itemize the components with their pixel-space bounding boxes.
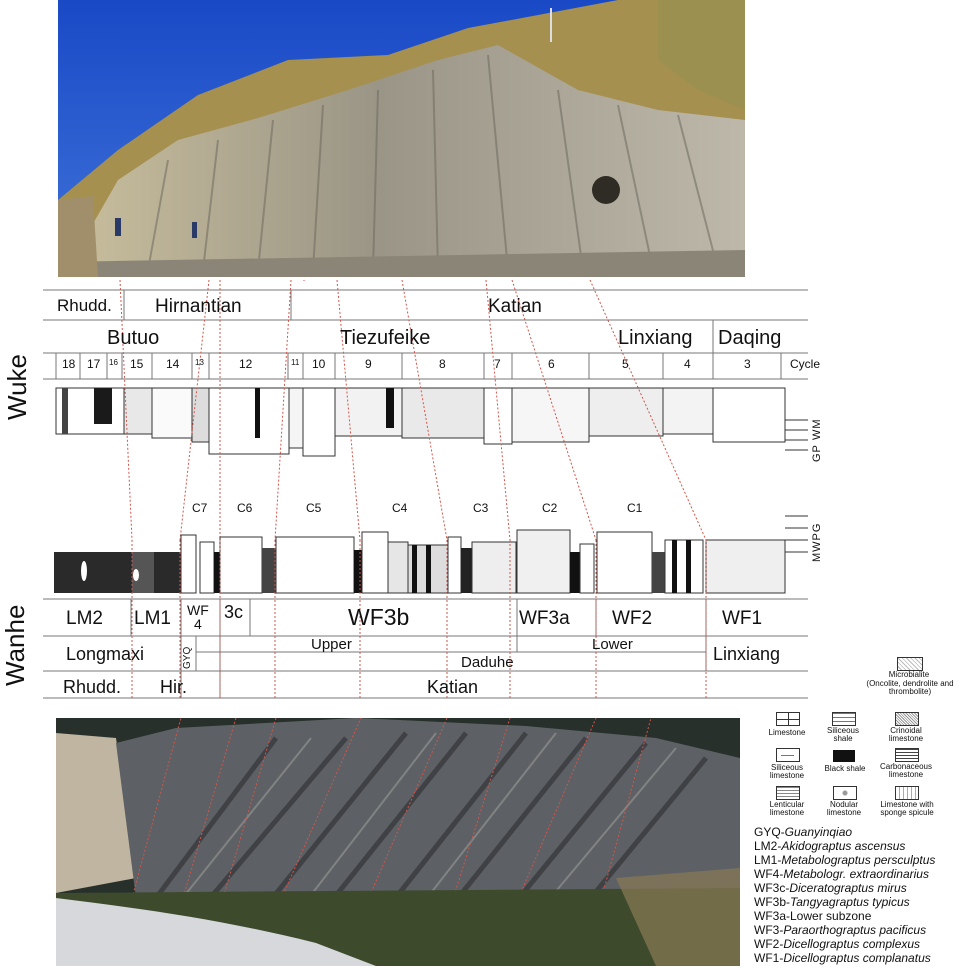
legend-swatch-siliceous-shale [832, 712, 856, 726]
legend-swatch-limestone [776, 712, 800, 726]
cycle-8: 8 [439, 357, 446, 371]
wanhe-cycle-c4: C4 [392, 501, 408, 515]
facies-g: G [811, 522, 823, 533]
wuke-section-label: Wuke [2, 354, 32, 420]
facies-w: W [811, 540, 823, 552]
wuke-stage-katian: Katian [488, 296, 542, 317]
cycle-16: 16 [109, 358, 118, 367]
zone-wf3b: WF3b [348, 604, 410, 630]
zone-note: LM1-Metabolograptus persculptus [754, 853, 936, 867]
cycle-6: 6 [548, 357, 555, 371]
legend-label-siliceous-shale: Siliceous shale [826, 726, 859, 744]
wuke-stage-rhuddanian: Rhudd. [57, 296, 112, 315]
legend-swatch-microbialite [897, 657, 923, 671]
wanhe-section-label: Wanhe [0, 604, 30, 686]
zone-note: LM2-Akidograptus ascensus [754, 839, 906, 853]
cycle-18: 18 [62, 357, 76, 371]
formation-linxiang: Linxiang [713, 644, 781, 664]
legend-label-limestone: Limestone [768, 728, 806, 737]
wanhe-cycle-c5: C5 [306, 501, 322, 515]
zone-note: WF3c-Diceratograptus mirus [754, 881, 907, 895]
formation-daduhe: Daduhe [461, 654, 514, 671]
legend-swatch-black-shale [833, 750, 855, 762]
cycle-14: 14 [166, 357, 180, 371]
cycle-15: 15 [130, 357, 144, 371]
legend-zone-notes [754, 825, 959, 965]
cycle-10: 10 [312, 357, 326, 371]
zone-wf1: WF1 [722, 608, 763, 629]
facies-m: M [811, 418, 823, 429]
legend-label-lenticular-limestone: Lenticular limestone [769, 800, 805, 818]
formation-gyq: GYQ [182, 646, 193, 669]
wanhe-facies-axis-label [812, 523, 823, 562]
zone-note: GYQ-Guanyinqiao [754, 825, 853, 839]
wanhe-lithology-column [54, 530, 785, 593]
cycle-12: 12 [239, 357, 253, 371]
zone-wf4-top: WF [187, 602, 209, 618]
legend-label-siliceous-limestone: Siliceous limestone [769, 763, 805, 781]
wuke-facies-axis-label [812, 418, 823, 462]
legend-microbialite-note: (Oncolite, dendrolite and thrombolite) [866, 679, 954, 697]
legend-swatch-crinoidal-limestone [895, 712, 919, 726]
wanhe-cycle-c1: C1 [627, 501, 643, 515]
cycle-11: 11 [291, 358, 300, 367]
facies-p: P [811, 532, 823, 541]
cycle-13: 13 [195, 358, 204, 367]
wanhe-stage-rhuddanian: Rhudd. [63, 677, 122, 697]
wuke-formation-linxiang: Linxiang [618, 327, 693, 349]
legend-label-crinoidal-limestone: Crinoidal limestone [888, 726, 924, 744]
legend-swatch-carbonaceous-limestone [895, 748, 919, 762]
cycle-3: 3 [744, 357, 751, 371]
wuke-stage-hirnantian: Hirnantian [155, 296, 242, 317]
facies-w: W [811, 428, 823, 441]
zone-wf4-bottom: 4 [194, 616, 202, 632]
legend-label-nodular-limestone: Nodular limestone [826, 800, 862, 818]
wanhe-cycle-c6: C6 [237, 501, 253, 515]
wuke-outcrop-photo [58, 0, 745, 277]
zone-note: WF3-Paraorthograptus pacificus [754, 923, 927, 937]
cycle-17: 17 [87, 357, 101, 371]
zone-note: WF3a-Lower subzone [754, 909, 872, 923]
legend-label-sponge-spicule-limestone: Limestone with sponge spicule [880, 800, 934, 818]
facies-g: G [811, 452, 823, 462]
wuke-formation-daqing: Daqing [718, 327, 782, 349]
zone-wf3c: 3c [224, 602, 244, 622]
cycle-7: 7 [494, 357, 501, 371]
subdivision-lower: Lower [592, 636, 633, 653]
legend-label-carbonaceous-limestone: Carbonaceous limestone [879, 762, 933, 780]
wuke-formation-tiezufeike: Tiezufeike [340, 327, 431, 349]
zone-note: WF2-Dicellograptus complexus [754, 937, 921, 951]
wanhe-stage-hirnantian: Hir. [160, 677, 187, 697]
facies-p: P [811, 444, 823, 453]
wanhe-stage-katian: Katian [427, 677, 479, 697]
wanhe-cycle-c7: C7 [192, 501, 208, 515]
legend-microbialite-title: Microbialite [888, 670, 930, 679]
zone-note: WF1-Dicellograptus complanatus [754, 951, 931, 965]
wanhe-cycle-c3: C3 [473, 501, 489, 515]
cycle-5: 5 [622, 357, 629, 371]
wanhe-cycle-c2: C2 [542, 501, 558, 515]
wuke-formation-butuo: Butuo [107, 327, 160, 349]
wanhe-outcrop-photo [56, 718, 740, 966]
zone-lm1: LM1 [134, 608, 171, 629]
formation-longmaxi: Longmaxi [66, 644, 145, 664]
cycle-label: Cycle [790, 357, 821, 371]
zone-note: WF3b-Tangyagraptus typicus [754, 895, 910, 909]
legend-swatch-siliceous-limestone [776, 748, 800, 762]
zone-wf3a: WF3a [519, 608, 570, 629]
facies-m: M [811, 551, 823, 562]
legend-swatch-sponge-spicule-limestone [895, 786, 919, 800]
cycle-9: 9 [365, 357, 372, 371]
zone-lm2: LM2 [66, 608, 103, 629]
zone-note: WF4-Metabologr. extraordinarius [754, 867, 929, 881]
legend-swatch-lenticular-limestone [776, 786, 800, 800]
legend-swatch-nodular-limestone [833, 786, 857, 800]
legend-label-black-shale: Black shale [824, 764, 866, 773]
cycle-4: 4 [684, 357, 691, 371]
zone-wf2: WF2 [612, 608, 653, 629]
wuke-lithology-column [56, 388, 785, 456]
subdivision-upper: Upper [311, 636, 352, 653]
